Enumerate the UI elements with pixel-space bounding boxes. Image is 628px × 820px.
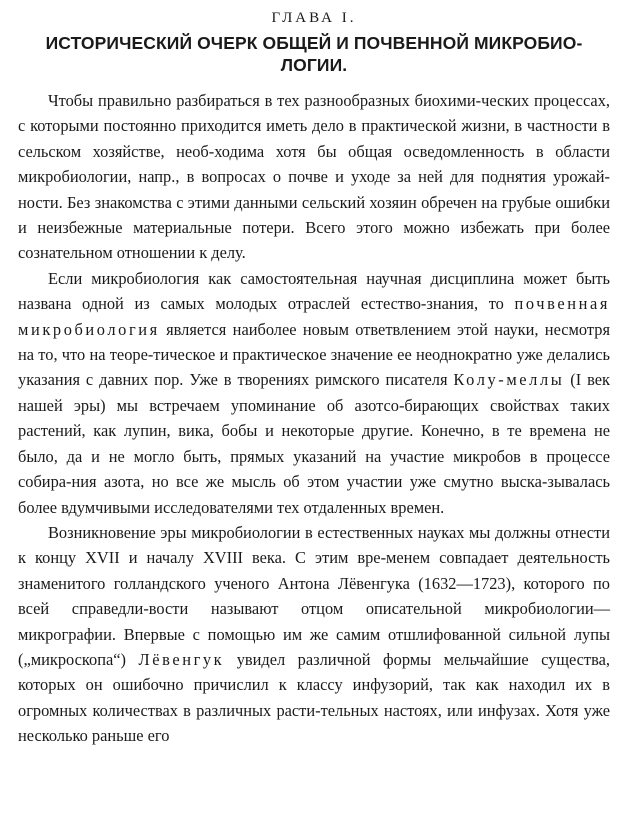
chapter-title: ИСТОРИЧЕСКИЙ ОЧЕРК ОБЩЕЙ И ПОЧВЕННОЙ МИКРОБИО-ЛОГИИ. [45,33,583,75]
chapter-heading: ГЛАВА I. [271,10,357,26]
paragraph-text: Если микробиология как самостоятельная научная дисциплина может быть названа одной из самых молодых отраслей естество-знания, то [18,268,610,314]
paragraph-3 [18,520,610,749]
paragraph-text: является наиболее новым ответвлением этой науки, несмотря на то, что на теоре-тическое и практическое значение ее неоднократно уже делались указания с давних пор. Уже в творениях римского писателя [18,319,610,390]
paragraph-text: увидел различной формы мельчайшие существа, которых он ошибочно причислил к классу инфузорий, так как находил их в огромных количествах в различных расти-тельных настоях, или инфузах. Хотя уже несколько раньше его [18,649,610,746]
paragraph-text: Чтобы правильно разбираться в тех разнообразных биохими-ческих процессах, с которыми постоянно приходится иметь дело в практической жизни, в частности в сельском хозяйстве, необ-ходима хотя бы общая осведомленность в области микробиологии, напр., в вопросах о почве и уходе за ней для поднятия урожай-ности. Без знакомства с этими данными сельский хозяин обречен на грубые ошибки и неизбежные материальные потери. Всего этого можно избежать при более сознательном отношении к делу. [18,91,610,263]
page [18,8,610,749]
paragraph-1 [18,88,610,266]
paragraph-text: (I век нашей эры) мы встречаем упоминание об азотсо-бирающих свойствах таких растений, как лупин, вика, бобы и некоторые другие. Конечно, в те времена не было, да и не могло быть, прямых указаний на участие микробов в процессе собира-ния азота, но все же мысль об этом участии уже смутно выска-зывалась более вдумчивыми исследователями тех отдаленных времен. [18,370,610,517]
paragraph-2 [18,266,610,520]
spaced-emphasis: Лёвенгук [138,649,225,669]
paragraph-text: Возникновение эры микробиологии в естественных науках мы должны отнести к концу XVII и началу XVIII века. С этим вре-менем совпадает деятельность знаменитого голландского ученого Антона Лёвенгука (1632—1723), которого по всей справедли-вости называют отцом описательной микробиологии—микрографии. Впервые с помощью им же самим отшлифованной сильной лупы („микроскопа“) [18,522,610,669]
spaced-emphasis: Колу-меллы [453,370,565,390]
spaced-emphasis: почвенная микробиология [18,294,610,339]
